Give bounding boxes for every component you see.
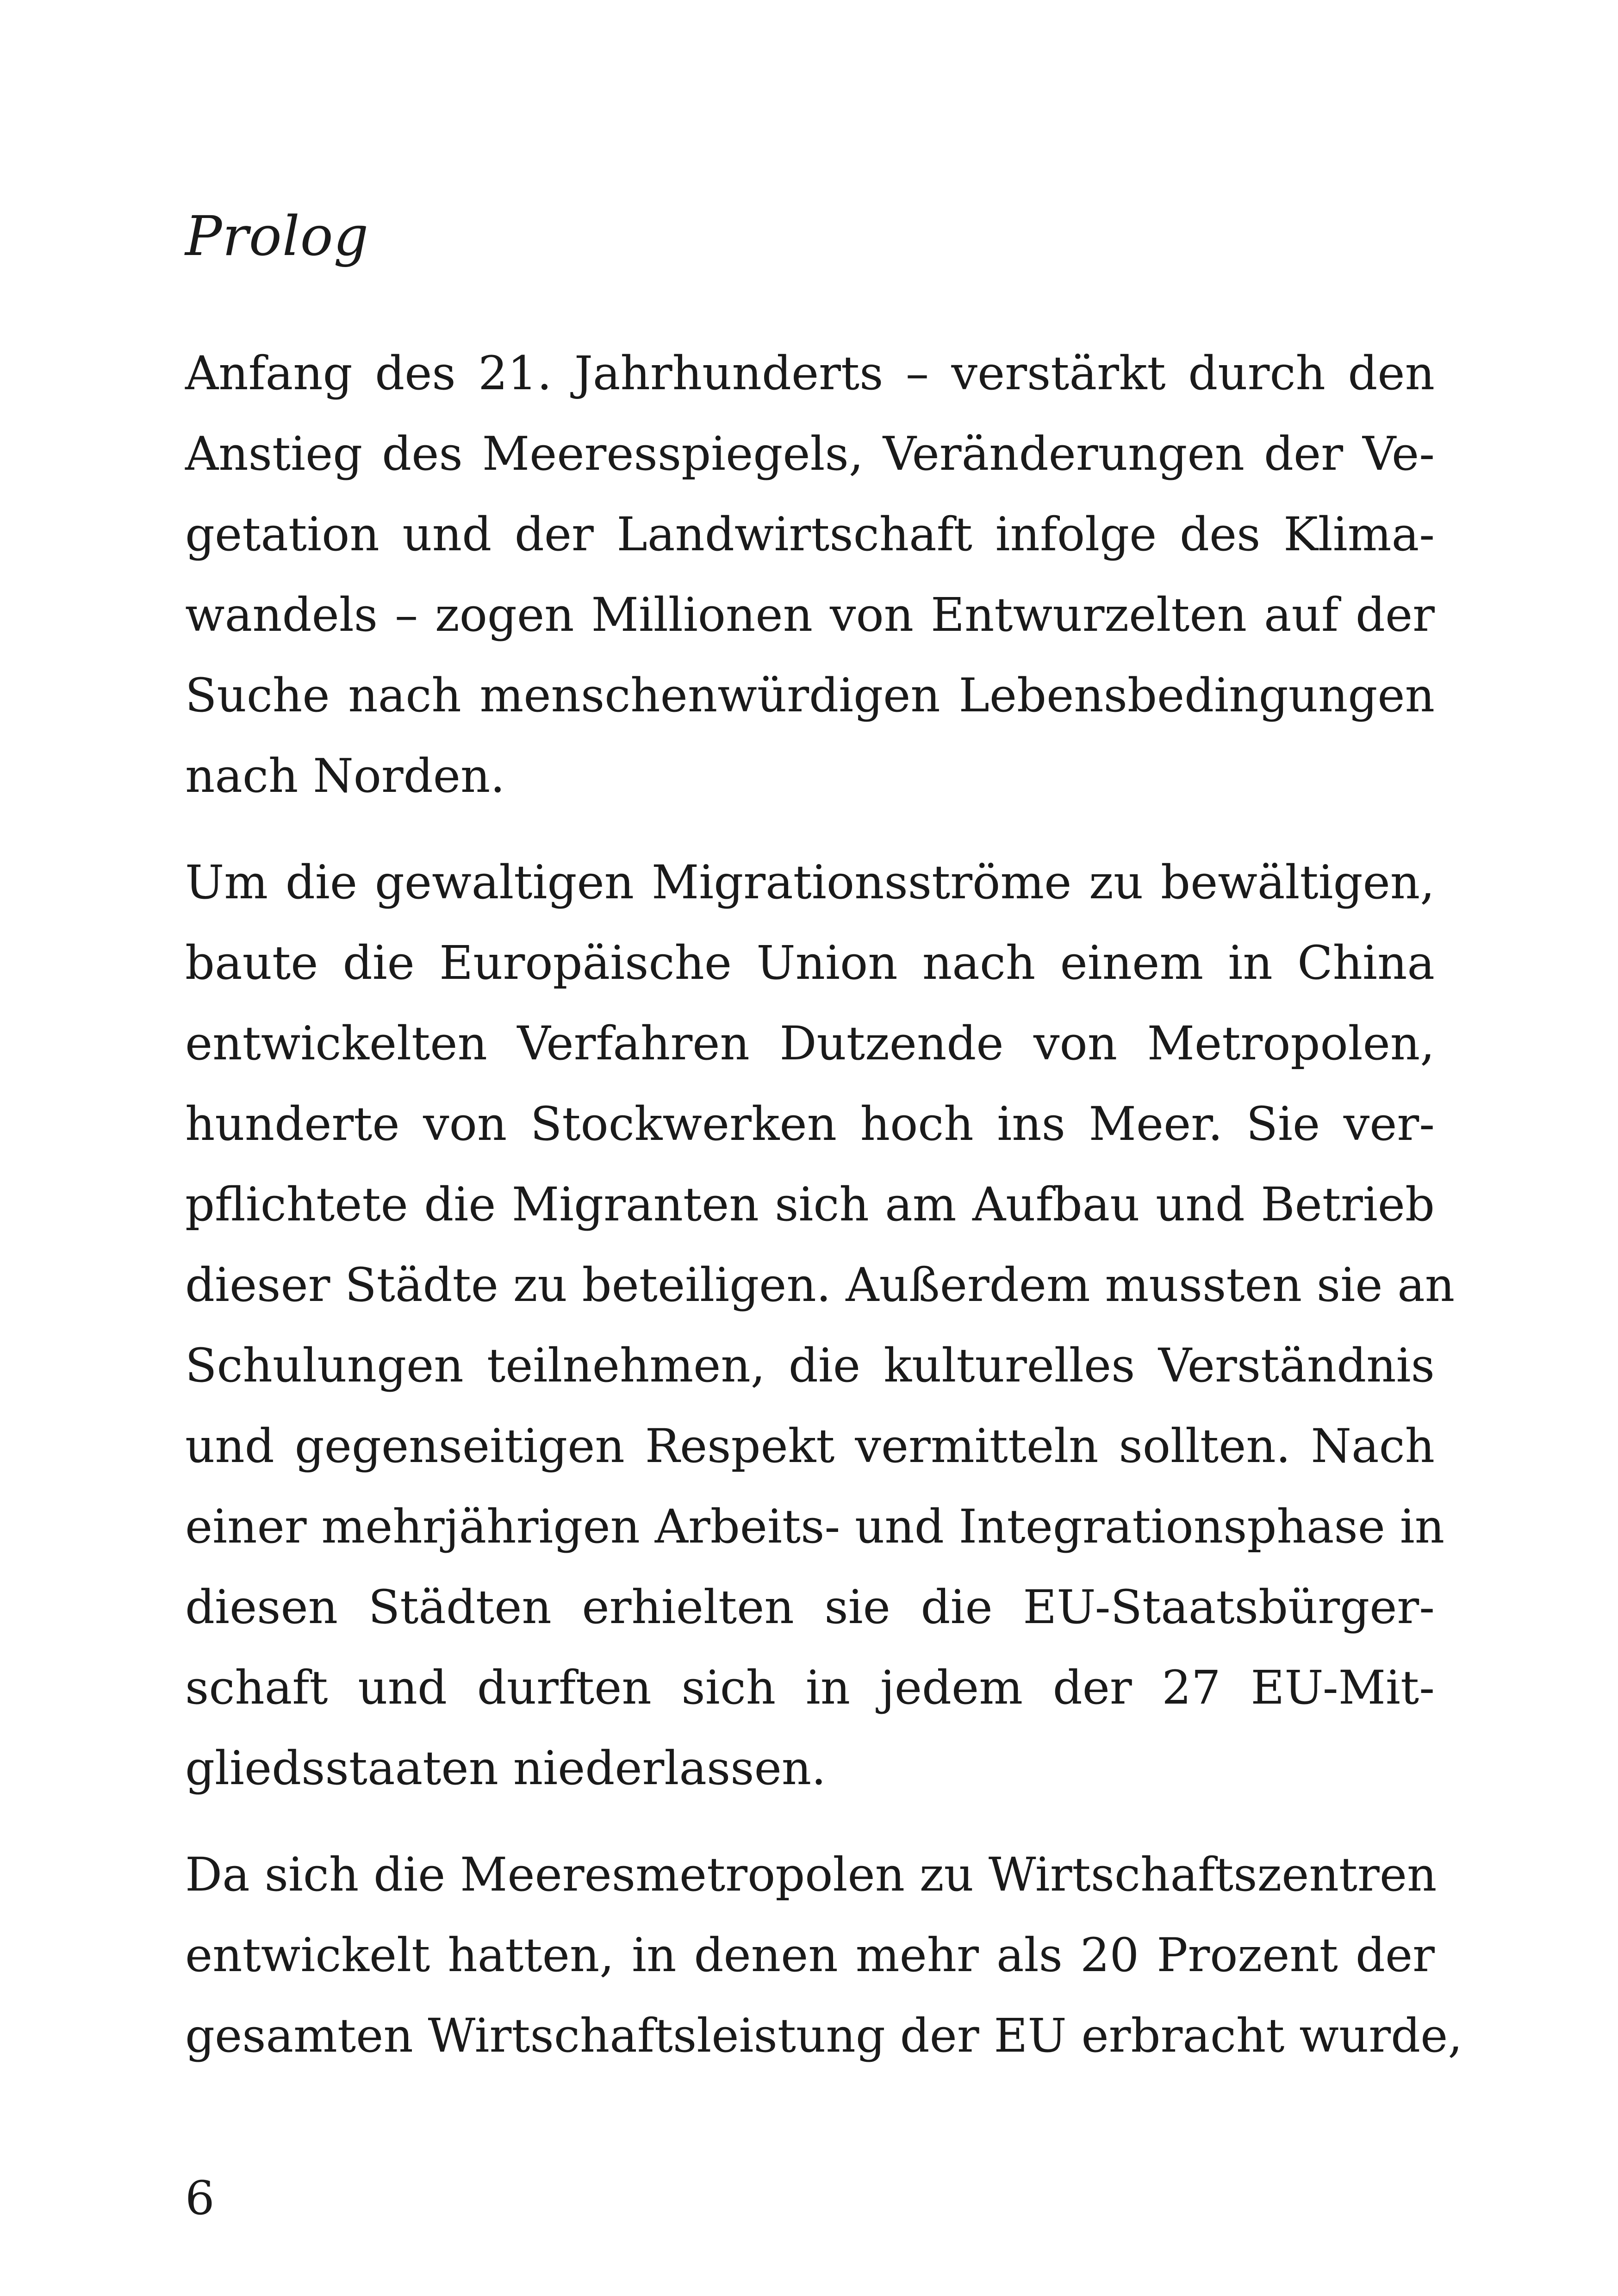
text-line: hunderte von Stockwerken hoch ins Meer. Sie ver- [185,1097,1435,1151]
body-text [185,333,1463,2102]
text-line: Suche nach menschenwürdigen Lebensbedingungen [185,668,1435,722]
text-line: pflichtete die Migranten sich am Aufbau und Betrieb [185,1177,1435,1232]
text-line: Anfang des 21. Jahrhunderts – verstärkt durch den [185,346,1435,400]
text-line: baute die Europäische Union nach einem in China [185,936,1435,990]
text-line: und gegenseitigen Respekt vermitteln sollten. Nach [185,1419,1435,1473]
text-line: nach Norden. [185,749,505,803]
text-line: schaft und durften sich in jedem der 27 EU-Mit- [185,1661,1435,1715]
paragraph-1 [185,333,1435,816]
text-line: wandels – zogen Millionen von Entwurzelten auf der [185,588,1435,642]
text-line: entwickelt hatten, in denen mehr als 20 Prozent der [185,1928,1435,1982]
text-line: Um die gewaltigen Migrationsströme zu bewältigen, [185,855,1435,909]
text-line: entwickelten Verfahren Dutzende von Metropolen, [185,1016,1435,1070]
text-line: diesen Städten erhielten sie die EU-Staatsbürger- [185,1580,1435,1634]
text-line: gliedsstaaten niederlassen. [185,1741,826,1795]
paragraph-3 [185,1835,1463,2076]
text-line: Da sich die Meeresmetropolen zu Wirtschaftszentren [185,1848,1437,1902]
text-line: gesamten Wirtschaftsleistung der EU erbracht wurde, [185,2009,1463,2063]
text-line: Anstieg des Meeresspiegels, Veränderungen der Ve- [185,427,1435,481]
text-line: dieser Städte zu beteiligen. Außerdem mussten sie an [185,1258,1455,1312]
chapter-heading: Prolog [185,204,369,268]
text-line: einer mehrjährigen Arbeits- und Integrationsphase in [185,1500,1445,1554]
paragraph-2 [185,842,1455,1809]
text-line: getation und der Landwirtschaft infolge des Klima- [185,507,1435,561]
page-number: 6 [185,2171,215,2225]
text-line: Schulungen teilnehmen, die kulturelles Verständnis [185,1338,1435,1393]
